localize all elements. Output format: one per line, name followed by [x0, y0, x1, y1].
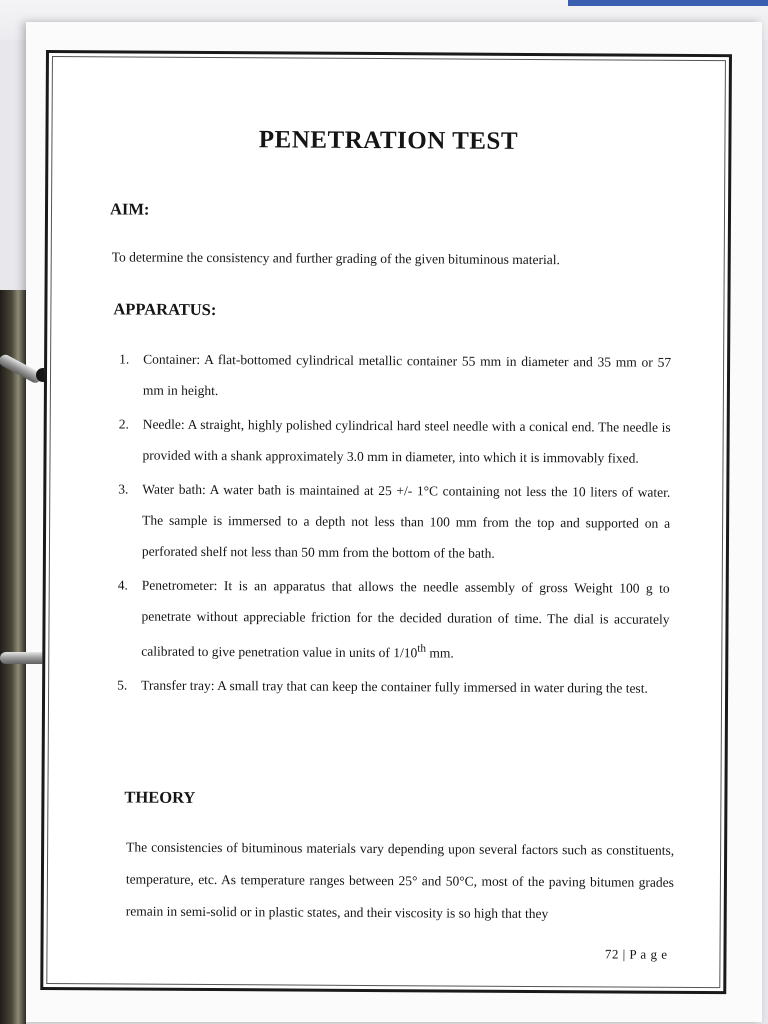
list-item-text: Transfer tray: A small tray that can keep the container fully immersed in water during the test.	[141, 677, 648, 696]
list-item-text: Container: A flat-bottomed cylindrical metallic container 55 mm in diameter and 35 mm or 57 mm in height.	[142, 351, 672, 399]
list-item-number: 1.	[119, 351, 130, 367]
list-item-text-main: Penetrometer: It is an apparatus that allows the needle assembly of gross Weight 100 g to penetrate without appreciable friction for the decided duration of time. The dial is accurately calibrated to give penetration value in units of 1/10	[141, 577, 670, 660]
list-item	[117, 669, 669, 703]
list-item-number: 2.	[118, 416, 129, 432]
list-item	[118, 473, 671, 569]
apparatus-list	[117, 343, 671, 706]
aim-text: To determine the consistency and further grading of the given bituminous material.	[111, 249, 560, 268]
apparatus-heading: APPARATUS:	[113, 299, 217, 320]
list-item-number: 3.	[118, 481, 129, 497]
list-item	[119, 343, 671, 408]
list-item-number: 4.	[117, 577, 128, 593]
page-title: PENETRATION TEST	[258, 126, 519, 155]
blue-folder-edge	[568, 0, 768, 6]
list-item-text-end: mm.	[425, 644, 454, 661]
list-item-text	[141, 578, 669, 660]
list-item-text: Needle: A straight, highly polished cylindrical hard steel needle with a conical end. The needle is provided with a shank approximately 3.0 mm in diameter, into which it is immovably fixed.	[142, 416, 671, 466]
list-item	[117, 569, 670, 669]
list-item-number: 5.	[117, 676, 128, 693]
list-item-text: Water bath: A water bath is maintained at 25 +/- 1°C containing not less the 10 liters of water. The sample is immersed to a depth not less than 100 mm from the top and supported on a perforated shelf not less than 50 mm from the bottom of the bath.	[141, 481, 671, 561]
theory-text: The consistencies of bituminous materials vary depending upon several factors such as constituents, temperature, etc. As temperature ranges between 25° and 50°C, most of the paving bitumen grades remain in semi-solid or in plastic states, and their viscosity is so high that they	[125, 839, 675, 922]
page-content	[43, 53, 729, 991]
page-number: 72 | P a g e	[604, 946, 668, 962]
list-item	[118, 408, 670, 473]
aim-heading: AIM:	[109, 199, 150, 219]
page-border-frame	[40, 50, 732, 994]
superscript-th: th	[417, 642, 427, 655]
theory-heading: THEORY	[124, 787, 196, 807]
